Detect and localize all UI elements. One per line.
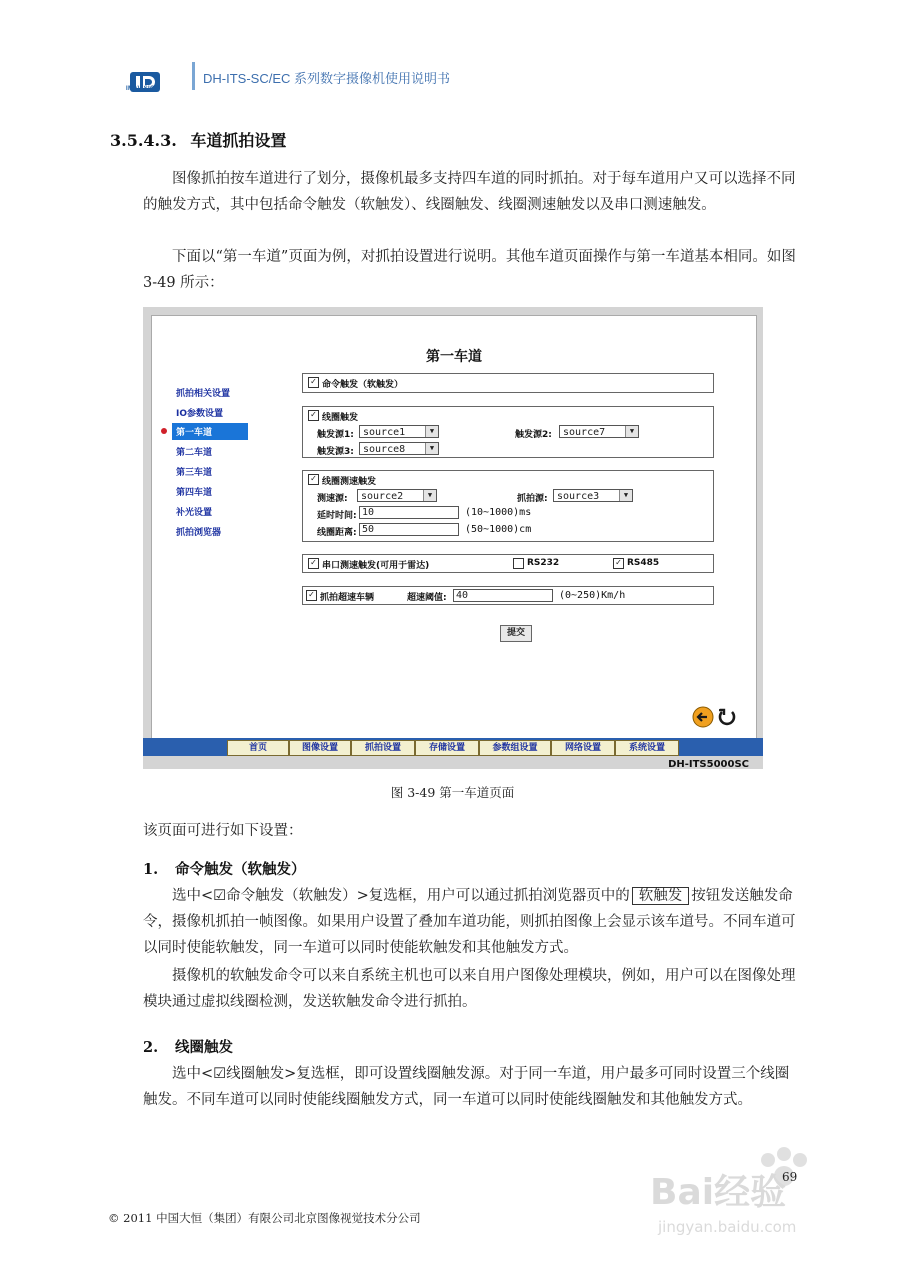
svg-text:jingyan.baidu.com: jingyan.baidu.com [658,1218,797,1236]
trig-src3-label: 触发源3: [317,447,354,457]
imavision-logo [128,62,162,102]
speed-src-label: 测速源: [317,494,348,504]
coil-speed-label: 线圈测速触发 [322,477,377,487]
settings-intro: 该页面可进行如下设置： [143,823,303,839]
document-header-title: DH-ITS-SC/EC 系列数字摄像机使用说明书 [203,71,451,86]
selected-indicator-icon [161,428,167,434]
tab-network-settings[interactable]: 网络设置 [551,740,615,756]
figure-screenshot [143,307,763,769]
page-number: 69 [782,1170,798,1184]
footer-copyright: © 2011 中国大恒（集团）有限公司北京图像视觉技术分公司 [108,1211,421,1225]
coil-trigger-checkbox[interactable]: ✓ [308,410,319,421]
speed-src-select[interactable]: source2 ▼ [357,489,437,502]
chevron-down-icon: ▼ [625,426,638,437]
delay-range: (10~1000)ms [465,507,532,518]
sidebar-item-lane-4[interactable]: 第四车道 [176,488,213,498]
sidebar-item-fill-light[interactable]: 补光设置 [176,508,213,518]
tab-system-settings[interactable]: 系统设置 [615,740,679,756]
baidu-jingyan-watermark [650,1140,850,1250]
trig-src1-label: 触发源1: [317,430,354,440]
trig-src2-label: 触发源2: [515,430,552,440]
header-divider [192,62,195,90]
trig-src3-select[interactable]: source8 ▼ [359,442,439,455]
coil-trigger-group [302,406,714,458]
coil-dist-input[interactable]: 50 [359,523,459,536]
section-heading [110,128,286,151]
speed-threshold-range: (0~250)Km/h [559,590,626,601]
sidebar-item-io-settings[interactable]: IO参数设置 [176,409,223,419]
coil-speed-group [302,470,714,542]
speed-threshold-label: 超速阈值: [407,593,447,603]
chevron-down-icon: ▼ [619,490,632,501]
snap-src-select[interactable]: source3 ▼ [553,489,633,502]
tab-storage-settings[interactable]: 存储设置 [415,740,479,756]
rs485-checkbox[interactable]: ✓ [613,558,624,569]
tab-home[interactable]: 首页 [227,740,289,756]
serial-speed-group [302,554,714,573]
figure-caption: 图 3-49 第一车道页面 [390,785,515,800]
sidebar-item-lane-3[interactable]: 第三车道 [176,468,213,478]
soft-trigger-source-paragraph: 摄像机的软触发命令可以来自系统主机也可以来自用户图像处理模块，例如，用户可以在图像处理模块通过虚拟线圈检测，发送软触发命令进行抓拍。 [143,968,796,1010]
chevron-down-icon: ▼ [423,490,436,501]
chevron-down-icon: ▼ [425,426,438,437]
cmd-trigger-group [302,373,714,393]
serial-speed-checkbox[interactable]: ✓ [308,558,319,569]
coil-trigger-label: 线圈触发 [322,413,359,423]
overspeed-group [302,586,714,605]
rs232-checkbox[interactable] [513,558,524,569]
coil-dist-label: 线圈距离: [317,528,357,538]
coil-speed-checkbox[interactable]: ✓ [308,474,319,485]
cmd-trigger-paragraph: 选中<☑命令触发（软触发）>复选框，用户可以通过抓拍浏览器页中的 软触发 按钮发送触发命令，摄像机抓拍一帧图像。如果用户设置了叠加车道功能，则抓拍图像上会显示该车道号。不同车道可以同时使能软触发，同一车道可以同时使能软触发和其他触发方式。 [143,888,796,956]
delay-label: 延时时间: [317,511,357,521]
cmd-trigger-label: 命令触发（软触发） [322,380,404,390]
coil-dist-range: (50~1000)cm [465,524,532,535]
overspeed-label: 抓拍超速车辆 [320,593,375,603]
soft-trigger-inline-button: 软触发 [632,887,690,905]
delay-input[interactable]: 10 [359,506,459,519]
coil-trigger-paragraph: 选中<☑线圈触发>复选框，即可设置线圈触发源。对于同一车道，用户最多可同时设置三个线圈触发。不同车道可以同时使能线圈触发方式，同一车道可以同时使能线圈触发和其他触发方式。 [143,1066,790,1108]
tab-param-group-settings[interactable]: 参数组设置 [479,740,551,756]
screen-title: 第一车道 [426,349,482,365]
intro-paragraph: 图像抓拍按车道进行了划分，摄像机最多支持四车道的同时抓拍。对于每车道用户又可以选择不同的触发方式，其中包括命令触发（软触发）、线圈触发、线圈测速触发以及串口测速触发。 [143,171,796,213]
sidebar-item-capture-browser[interactable]: 抓拍浏览器 [176,528,222,538]
tab-image-settings[interactable]: 图像设置 [289,740,351,756]
trig-src2-select[interactable]: source7 ▼ [559,425,639,438]
serial-speed-label: 串口测速触发(可用于雷达) [322,561,430,571]
top-nav-bar [143,738,763,756]
svg-text:Bai经验: Bai经验 [650,1172,787,1213]
section-title: 车道抓拍设置 [190,131,287,150]
overspeed-checkbox[interactable]: ✓ [306,590,317,601]
sidebar-item-lane-1[interactable]: 第一车道 [172,423,248,440]
logo-wordmark: IMAVISION [126,86,160,92]
submit-button[interactable]: 提交 [500,625,532,642]
refresh-icon[interactable] [716,706,738,728]
trig-src1-select[interactable]: source1 ▼ [359,425,439,438]
speed-threshold-input[interactable]: 40 [453,589,553,602]
back-arrow-icon[interactable] [692,706,714,728]
sidebar-item-capture-settings[interactable]: 抓拍相关设置 [176,389,231,399]
rs485-label: RS485 [627,558,660,568]
snap-src-label: 抓拍源: [517,494,548,504]
figure-intro-paragraph: 下面以“第一车道”页面为例，对抓拍设置进行说明。其他车道页面操作与第一车道基本相同。如图 3-49 所示： [143,249,796,291]
rs232-label: RS232 [527,558,560,568]
section-number: 3.5.4.3. [110,131,177,150]
chevron-down-icon: ▼ [425,443,438,454]
sidebar-item-lane-2[interactable]: 第二车道 [176,448,213,458]
heading-cmd-trigger: 1. 命令触发（软触发） [143,861,306,878]
cmd-trigger-checkbox[interactable]: ✓ [308,377,319,388]
lane-settings-page [151,315,757,740]
tab-capture-settings[interactable]: 抓拍设置 [351,740,415,756]
heading-coil-trigger: 2. 线圈触发 [143,1039,233,1056]
device-model: DH-ITS5000SC [668,759,749,770]
